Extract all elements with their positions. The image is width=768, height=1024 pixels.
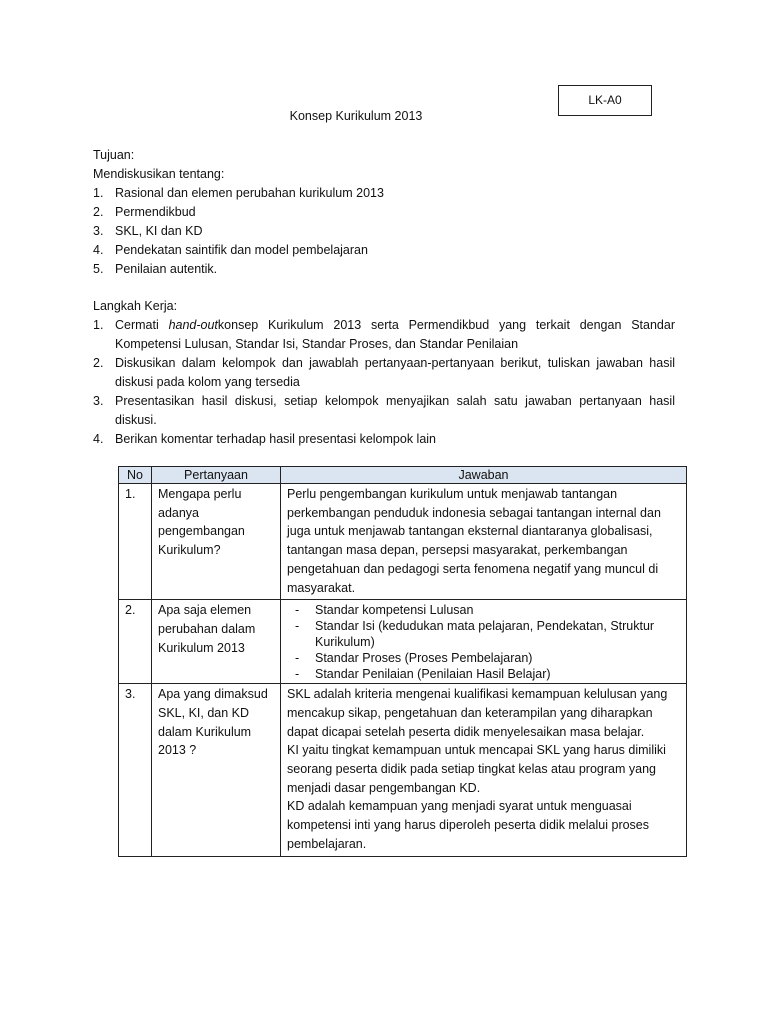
item-text: Penilaian autentik.	[115, 262, 218, 276]
tujuan-intro: Mendiskusikan tentang:	[93, 167, 225, 181]
item-text: SKL, KI dan KD	[115, 224, 203, 238]
table-row	[119, 600, 687, 684]
answer-list-text: Standar Proses (Proses Pembelajaran)	[315, 651, 533, 666]
answer-list	[287, 602, 680, 682]
item-text: Rasional dan elemen perubahan kurikulum 2013	[115, 186, 384, 200]
header-no: No	[119, 467, 152, 484]
item-number: 1.	[93, 318, 104, 332]
dash-bullet: -	[295, 603, 300, 618]
item-text: Diskusikan dalam kelompok dan jawablah pertanyaan-pertanyaan berikut, tuliskan jawaban hasil diskusi pada kolom yang tersedia	[115, 356, 675, 389]
tujuan-heading: Tujuan:	[93, 148, 135, 162]
tujuan-item	[93, 241, 675, 260]
item-text-pre: Cermati	[115, 318, 169, 332]
item-number: 5.	[93, 262, 104, 276]
answer-paragraph: KD adalah kemampuan yang menjadi syarat untuk menguasai kompetensi inti yang harus diperoleh peserta didik melalui proses pembelajaran.	[287, 799, 650, 851]
row-question: Mengapa perlu adanya pengembangan Kurikulum?	[152, 484, 281, 600]
answer-list-item	[287, 650, 680, 666]
answer-list-text: Standar Penilaian (Penilaian Hasil Belajar)	[315, 667, 551, 682]
item-number: 1.	[93, 186, 104, 200]
langkah-kerja-section	[93, 297, 675, 449]
qa-table	[118, 466, 687, 857]
header-answer: Jawaban	[281, 467, 687, 484]
row-number: 1.	[119, 484, 152, 600]
langkah-item	[93, 392, 675, 430]
answer-list-item	[287, 602, 680, 618]
answer-list-item	[287, 666, 680, 682]
item-number: 2.	[93, 205, 104, 219]
dash-bullet: -	[295, 667, 300, 682]
row-answer	[281, 684, 687, 856]
dash-bullet: -	[295, 619, 300, 634]
tujuan-item	[93, 222, 675, 241]
document-title: Konsep Kurikulum 2013	[289, 109, 423, 123]
tujuan-item	[93, 184, 675, 203]
item-number: 4.	[93, 432, 104, 446]
langkah-item	[93, 430, 675, 449]
item-text: Berikan komentar terhadap hasil presentasi kelompok lain	[115, 432, 437, 446]
row-answer	[281, 600, 687, 684]
header-question: Pertanyaan	[152, 467, 281, 484]
answer-paragraph: KI yaitu tingkat kemampuan untuk mencapai SKL yang harus dimiliki seorang peserta didik pada setiap tingkat kelas atau program yang menjadi dasar pengembangan KD.	[287, 743, 666, 795]
row-question: Apa yang dimaksud SKL, KI, dan KD dalam Kurikulum 2013 ?	[152, 684, 281, 856]
item-text-italic: hand-out	[168, 318, 218, 332]
item-number: 3.	[93, 224, 104, 238]
row-number: 3.	[119, 684, 152, 856]
table-row	[119, 684, 687, 856]
table-header-row	[119, 467, 687, 484]
langkah-item	[93, 316, 675, 354]
tujuan-item	[93, 203, 675, 222]
row-number: 2.	[119, 600, 152, 684]
answer-list-text: Standar Isi (kedudukan mata pelajaran, Pendekatan, Struktur Kurikulum)	[315, 619, 655, 650]
answer-list-item	[287, 618, 680, 650]
item-text: Permendikbud	[115, 205, 196, 219]
dash-bullet: -	[295, 651, 300, 666]
item-number: 2.	[93, 356, 104, 370]
tujuan-item	[93, 260, 675, 279]
row-question: Apa saja elemen perubahan dalam Kurikulum 2013	[152, 600, 281, 684]
answer-list-text: Standar kompetensi Lulusan	[315, 603, 474, 618]
document-code-box: LK-A0	[558, 85, 652, 116]
item-text: Presentasikan hasil diskusi, setiap kelompok menyajikan salah satu jawaban pertanyaan hasil diskusi.	[115, 394, 675, 427]
langkah-heading: Langkah Kerja:	[93, 299, 178, 313]
item-number: 3.	[93, 394, 104, 408]
langkah-item	[93, 354, 675, 392]
item-text: Pendekatan saintifik dan model pembelajaran	[115, 243, 368, 257]
item-text-post: konsep Kurikulum 2013 serta Permendikbud yang terkait dengan Standar Kompetensi Lulusan, Standar Isi, Standar Proses, dan Standar Penilaian	[115, 318, 675, 351]
item-number: 4.	[93, 243, 104, 257]
row-answer: Perlu pengembangan kurikulum untuk menjawab tantangan perkembangan penduduk indonesia sebagai tantangan internal dan juga untuk menjawab tantangan eksternal diantaranya globalisasi, tantangan masa depan, persepsi masyarakat, perkembangan pengetahuan dan pedagogi serta fenomena negatif yang muncul di masyarakat.	[281, 484, 687, 600]
tujuan-section	[93, 146, 675, 279]
table-row	[119, 484, 687, 600]
answer-paragraph: SKL adalah kriteria mengenai kualifikasi kemampuan kelulusan yang mencakup sikap, pengetahuan dan keterampilan yang diharapkan dapat dicapai setelah peserta didik menyelesaikan masa belajar.	[287, 687, 668, 739]
